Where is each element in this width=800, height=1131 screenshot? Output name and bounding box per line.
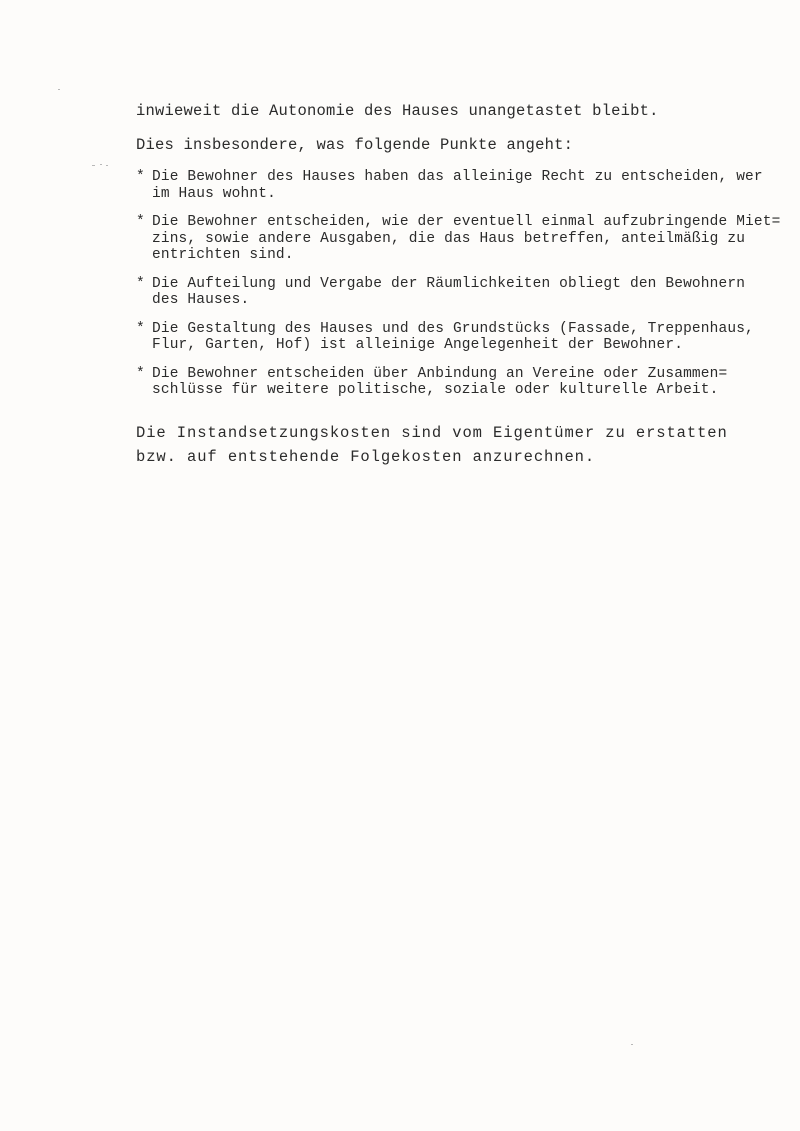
- list-item: [136, 214, 781, 264]
- intro-paragraph: inwieweit die Autonomie des Hauses unangetastet bleibt.: [136, 102, 659, 120]
- bullet-marker: *: [136, 365, 145, 382]
- list-item-text: [152, 169, 766, 202]
- text-line: Die Bewohner entscheiden, wie der eventuell einmal aufzubringende Miet=: [152, 214, 781, 230]
- bullet-marker: *: [136, 169, 145, 185]
- list-item-text: [152, 366, 766, 399]
- paper-speck: [106, 165, 108, 166]
- list-item-text: [152, 321, 766, 354]
- text-line: Flur, Garten, Hof) ist alleinige Angelegenheit der Bewohner.: [152, 337, 684, 353]
- list-item: [136, 366, 766, 399]
- demands-list: [136, 169, 781, 399]
- document-body: [136, 101, 781, 469]
- text-line: schlüsse für weitere politische, soziale oder kulturelle Arbeit.: [152, 382, 719, 398]
- text-line: entrichten sind.: [152, 247, 294, 263]
- text-line: bzw. auf entstehende Folgekosten anzurechnen.: [136, 447, 596, 466]
- list-item-text: [152, 214, 780, 264]
- paper-speck: [92, 165, 95, 166]
- list-item-text: [152, 276, 766, 309]
- paper-speck: [631, 1044, 633, 1045]
- bullet-marker: *: [136, 320, 145, 337]
- text-line: Die Gestaltung des Hauses und des Grundstücks (Fassade, Treppenhaus,: [152, 320, 754, 337]
- lead-paragraph: Dies insbesondere, was folgende Punkte angeht:: [136, 136, 574, 154]
- text-line: Die Bewohner des Hauses haben das alleinige Recht zu entscheiden, wer: [152, 169, 763, 185]
- text-line: im Haus wohnt.: [152, 185, 276, 202]
- list-item: [136, 169, 766, 202]
- text-line: Die Aufteilung und Vergabe der Räumlichkeiten obliegt den Bewohnern: [152, 275, 746, 292]
- text-line: Die Instandsetzungskosten sind vom Eigentümer zu erstatten: [136, 423, 728, 442]
- list-item: [136, 321, 766, 354]
- text-line: des Hauses.: [152, 292, 250, 308]
- paper-speck: [100, 164, 102, 165]
- list-item: [136, 276, 766, 309]
- bullet-marker: *: [136, 275, 145, 292]
- bullet-marker: *: [136, 214, 145, 230]
- text-line: zins, sowie andere Ausgaben, die das Haus betreffen, anteilmäßig zu: [152, 230, 746, 247]
- closing-paragraph: [136, 421, 766, 469]
- text-line: Die Bewohner entscheiden über Anbindung an Vereine oder Zusammen=: [152, 365, 728, 382]
- paper-speck: [58, 89, 60, 90]
